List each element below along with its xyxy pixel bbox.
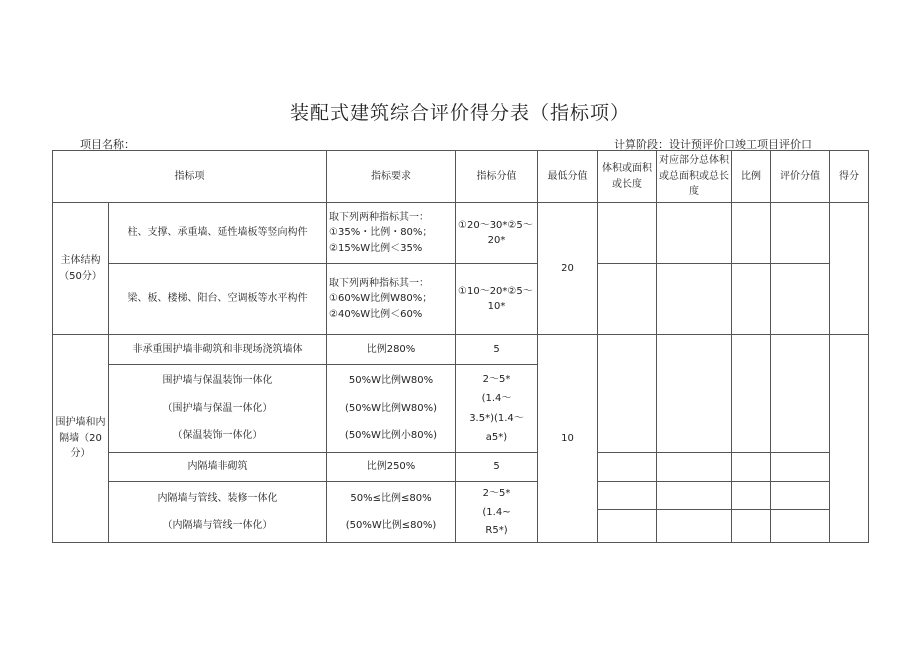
cell-eval-score [771, 482, 830, 510]
calculation-stage: 计算阶段：设计预评价口竣工项目评价口 [614, 138, 812, 151]
requirement-partition-nonmasonry: 比例250% [327, 453, 456, 482]
requirement-vertical: 取下列两种指标其一： ①35%・比例・80%； ②15%W比例＜35% [327, 203, 456, 264]
item-horizontal-members: 梁、板、楼梯、阳台、空调板等水平构件 [109, 264, 327, 335]
cell-ratio [732, 264, 771, 335]
header-volume: 体积或面积或长度 [598, 151, 657, 203]
cell-eval-score [771, 453, 830, 482]
table-row [53, 482, 869, 510]
table-row [53, 335, 869, 365]
cell-points-main [830, 203, 869, 335]
cell-eval-score [771, 203, 830, 264]
table-row [53, 203, 869, 264]
cell-total [657, 203, 732, 264]
cell-total [657, 335, 732, 453]
cell-total [657, 453, 732, 482]
header-min-score: 最低分值 [538, 151, 598, 203]
header-eval-score: 评价分值 [771, 151, 830, 203]
min-score-wall: 10 [538, 335, 598, 543]
requirement-partition-integration: 50%≤比例≤80% (50%W比例≤80%) [327, 482, 456, 543]
table-row [53, 264, 869, 335]
category-wall: 围护墙和内隔墙（20分） [53, 335, 109, 543]
cell-ratio [732, 203, 771, 264]
cell-volume [598, 335, 657, 453]
score-partition-integration: 2～5* (1.4~ R5*) [456, 482, 538, 543]
score-partition-nonmasonry: 5 [456, 453, 538, 482]
requirement-nonbearing-wall: 比例280% [327, 335, 456, 365]
cell-volume [598, 453, 657, 482]
header-score: 指标分值 [456, 151, 538, 203]
item-vertical-members: 柱、支撑、承重墙、延性墙板等竖向构件 [109, 203, 327, 264]
score-table [52, 150, 869, 543]
header-requirement: 指标要求 [327, 151, 456, 203]
score-vertical: ①20～30*②5～ 20* [456, 203, 538, 264]
header-total: 对应部分总体积或总面积或总长度 [657, 151, 732, 203]
cell-ratio [732, 335, 771, 453]
cell-eval-score [771, 264, 830, 335]
item-partition-nonmasonry: 内隔墙非砌筑 [109, 453, 327, 482]
cell-volume [598, 482, 657, 510]
item-partition-integration: 内隔墙与管线、装修一体化 （内隔墙与管线一体化） [109, 482, 327, 543]
score-envelope-integration: 2～5* (1.4～ 3.5*)(1.4～ a5*) [456, 365, 538, 453]
cell-total [657, 264, 732, 335]
score-nonbearing-wall: 5 [456, 335, 538, 365]
cell-volume [598, 264, 657, 335]
requirement-envelope-integration: 50%W比例W80% (50%W比例W80%) (50%W比例小80%) [327, 365, 456, 453]
header-item: 指标项 [53, 151, 327, 203]
requirement-horizontal: 取下列两种指标其一： ①60%W比例W80%； ②40%W比例＜60% [327, 264, 456, 335]
score-horizontal: ①10～20*②5～ 10* [456, 264, 538, 335]
cell-eval-score [771, 510, 830, 543]
header-ratio: 比例 [732, 151, 771, 203]
page-title: 装配式建筑综合评价得分表（指标项） [289, 102, 630, 124]
table-row [53, 453, 869, 482]
cell-ratio [732, 482, 771, 510]
cell-volume [598, 510, 657, 543]
cell-total [657, 510, 732, 543]
item-envelope-integration: 围护墙与保温装饰一体化 （围护墙与保温一体化） （保温装饰一体化） [109, 365, 327, 453]
header-points: 得分 [830, 151, 869, 203]
project-name-label: 项目名称： [80, 138, 135, 151]
header-row [53, 151, 869, 203]
category-main-structure: 主体结构（50分） [53, 203, 109, 335]
item-nonbearing-wall: 非承重围护墙非砌筑和非现场浇筑墙体 [109, 335, 327, 365]
cell-ratio [732, 453, 771, 482]
cell-eval-score [771, 335, 830, 453]
cell-points-wall [830, 335, 869, 543]
cell-volume [598, 203, 657, 264]
cell-ratio [732, 510, 771, 543]
min-score-main: 20 [538, 203, 598, 335]
cell-total [657, 482, 732, 510]
